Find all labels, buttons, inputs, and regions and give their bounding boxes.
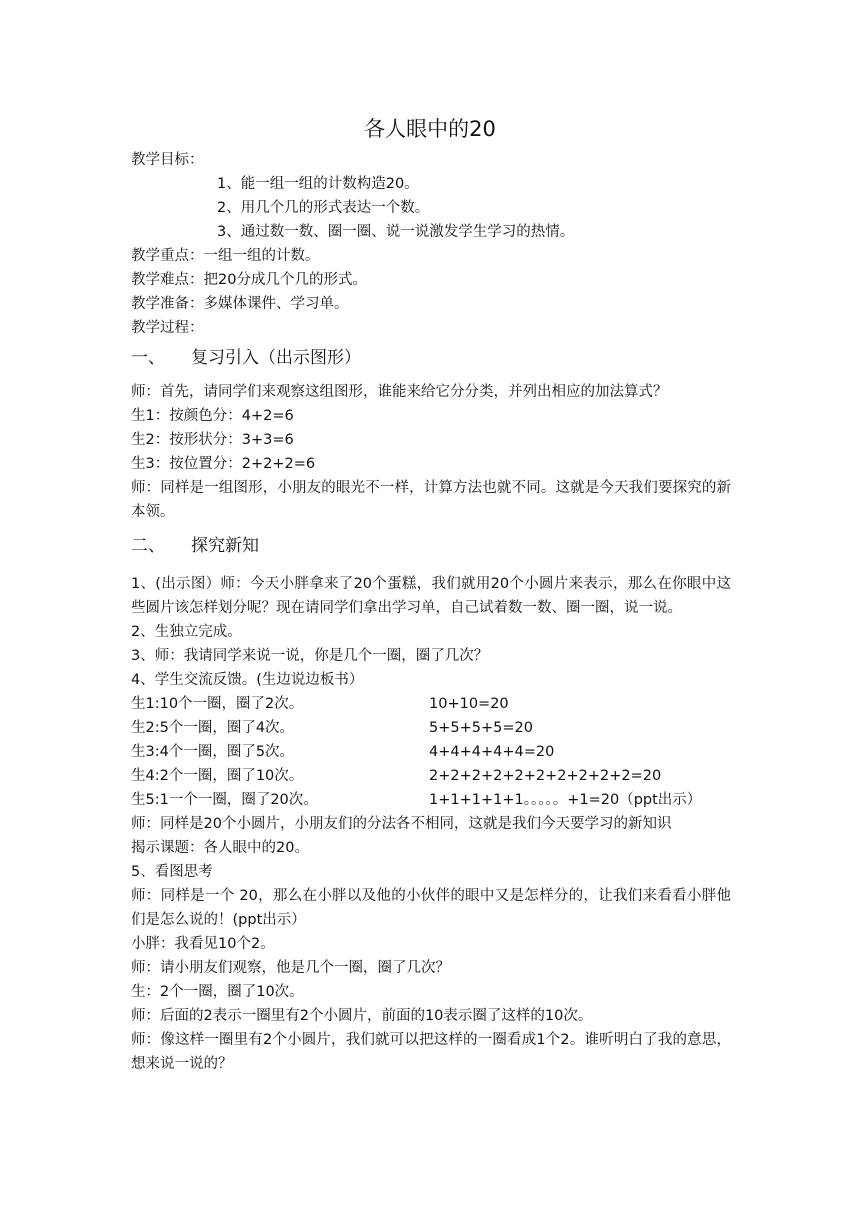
answer-row xyxy=(131,788,731,812)
paragraph: 小胖：我看见10个2。 xyxy=(131,936,275,952)
answer-equation: 10+10=20 xyxy=(429,696,509,712)
paragraph: 师：同样是20个小圆片，小朋友们的分法各不相同，这就是我们今天要学习的新知识 xyxy=(131,816,672,832)
student-answer: 生3：按位置分：2+2+2=6 xyxy=(131,456,316,472)
paragraph: 师：首先，请同学们来观察这组图形，谁能来给它分分类，并列出相应的加法算式？ xyxy=(131,384,668,400)
answer-description: 生3:4个一圈，圈了5次。 xyxy=(131,744,295,760)
section-2-title: 探究新知 xyxy=(191,536,259,556)
section-1-heading xyxy=(131,342,731,374)
paragraph: 师：像这样一圈里有2个小圆片，我们就可以把这样的一圈看成1个2。谁听明白了我的意思，想来说一说的？ xyxy=(131,1032,731,1072)
objectives-label: 教学目标： xyxy=(131,152,204,168)
paragraph: 师：请小朋友们观察，他是几个一圈，圈了几次？ xyxy=(131,960,450,976)
paragraph: 5、看图思考 xyxy=(131,864,213,880)
section-2-number: 二、 xyxy=(131,536,165,556)
answer-equation: 5+5+5+5=20 xyxy=(429,720,533,736)
paragraph: 师：同样是一个 20，那么在小胖以及他的小伙伴的眼中又是怎样分的，让我们来看看小胖他们是怎么说的！(ppt出示） xyxy=(131,888,731,928)
document-title: 各人眼中的20 xyxy=(364,117,496,141)
answer-row xyxy=(131,740,731,764)
paragraph: 4、学生交流反馈。(生边说边板书） xyxy=(131,672,364,688)
paragraph: 师：同样是一组图形，小朋友的眼光不一样，计算方法也就不同。这就是今天我们要探究的新本领。 xyxy=(131,480,731,520)
answer-row xyxy=(131,764,731,788)
paragraph: 生：2个一圈，圈了10次。 xyxy=(131,984,304,1000)
process-label: 教学过程： xyxy=(131,320,204,336)
key-point: 教学重点：一组一组的计数。 xyxy=(131,248,320,264)
objective-item: 2、用几个几的形式表达一个数。 xyxy=(217,200,430,216)
paragraph: 师：后面的2表示一圈里有2个小圆片，前面的10表示圈了这样的10次。 xyxy=(131,1008,593,1024)
section-2-heading xyxy=(131,530,731,562)
preparation: 教学准备：多媒体课件、学习单。 xyxy=(131,296,349,312)
student-answer: 生1：按颜色分：4+2=6 xyxy=(131,408,294,424)
section-1-title: 复习引入（出示图形） xyxy=(191,348,361,368)
student-answer: 生2：按形状分：3+3=6 xyxy=(131,432,294,448)
answer-description: 生4:2个一圈，圈了10次。 xyxy=(131,768,304,784)
answer-equation: 1+1+1+1+1。。。。。+1=20（ppt出示） xyxy=(429,792,702,808)
document-body xyxy=(131,148,731,1076)
answer-description: 生5:1一个一圈，圈了20次。 xyxy=(131,792,318,808)
answer-equation: 4+4+4+4+4=20 xyxy=(429,744,555,760)
paragraph: 2、生独立完成。 xyxy=(131,624,242,640)
answer-description: 生1:10个一圈，圈了2次。 xyxy=(131,696,304,712)
answer-row xyxy=(131,716,731,740)
answer-row xyxy=(131,692,731,716)
objective-item: 3、通过数一数、圈一圈、说一说激发学生学习的热情。 xyxy=(217,224,575,240)
paragraph: 1、(出示图）师：今天小胖拿来了20个蛋糕，我们就用20个小圆片来表示，那么在你眼中这些圆片该怎样划分呢？现在请同学们拿出学习单，自己试着数一数、圈一圈，说一说。 xyxy=(131,576,731,616)
answer-equation: 2+2+2+2+2+2+2+2+2+2=20 xyxy=(429,768,662,784)
paragraph: 3、师：我请同学来说一说，你是几个一圈，圈了几次？ xyxy=(131,648,489,664)
objective-item: 1、能一组一组的计数构造20。 xyxy=(217,176,419,192)
paragraph: 揭示课题：各人眼中的20。 xyxy=(131,840,309,856)
answer-description: 生2:5个一圈，圈了4次。 xyxy=(131,720,295,736)
section-1-number: 一、 xyxy=(131,348,165,368)
difficulty: 教学难点：把20分成几个几的形式。 xyxy=(131,272,367,288)
